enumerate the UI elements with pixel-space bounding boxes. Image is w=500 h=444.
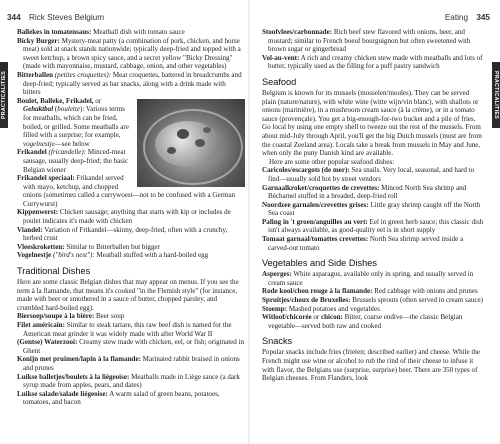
- seafood-entries: [262, 166, 484, 252]
- right-page-number: 345: [476, 13, 490, 22]
- glossary-entry: (Gentse) Waterzooi: Creamy stew made with chicken, eel, or fish; originated in Ghent: [17, 338, 245, 355]
- glossary-entry: Konijn met pruimen/lapin à la flamande: Marinated rabbit braised in onions and prunes: [17, 355, 240, 372]
- glossary-entry: Witloof/chicorée or chicon: Bitter, coarse endive—the classic Belgian vegetable—served both raw and cooked: [262, 313, 463, 330]
- glossary-entry: Frikandel (fricandelle): Minced-meat sausage, usually deep-fried; the basic Belgian wiener: [17, 148, 129, 174]
- glossary-entry: Vol-au-vent: A rich and creamy chicken stew made with meatballs and lots of butter, typically used as the filling for a puff pastry sandwich: [262, 53, 483, 71]
- glossary-entry: Bitterballen (petites croquettes): Meat croquettes, battered in breadcrumbs and deep-fried; typically served as bar snacks, along with a drink made with bitters: [17, 70, 242, 97]
- glossary-entry: Noordzee garnalen/crevettes grises: Little gray shrimp caught off the North Sea coast: [262, 200, 481, 218]
- section-heading-seafood: Seafood: [262, 76, 297, 87]
- glossary-entry: Rode kool/chou rouge à la flamande: Red cabbage with onions and prunes: [262, 287, 478, 296]
- glossary-entry: Garnaalkroket/croquettes de crevettes: Minced North Sea shrimp and Béchamel stuffed in a breaded, deep-fried roll: [262, 183, 467, 201]
- meatball-photo: [137, 99, 245, 187]
- section-heading-snacks: Snacks: [262, 336, 293, 347]
- glossary-entry: Tomaat garnaal/tomattes crevettes: North Sea shrimp served inside a carved-out tomato: [262, 235, 464, 252]
- glossary-entry: Vogelnestje ("bird's nest"): Meatball stuffed with a hard-boiled egg: [17, 251, 209, 260]
- section-heading-traditional: Traditional Dishes: [17, 266, 91, 277]
- glossary-entry: Frikandel speciaal: Frikandel served with mayo, ketchup, and chopped onions (sometimes called a currywoest—not to be confused with a German Currywurst): [17, 174, 236, 208]
- glossary-entry: Paling in 't groen/anguilles au vert: Eel in green herb sauce; this classic dish isn't always available, as good-quality eel is in short supply: [262, 217, 484, 235]
- left-page-header: [7, 13, 104, 23]
- glossary-entry: Luikse salade/salade liégeoise: A warm salad of green beans, potatoes, tomatoes, and bacon: [17, 389, 220, 407]
- glossary-entry: Caricoles/escargots (de mer): Sea snails. Very local, seasonal, and hard to find—usually sold hot by street vendors: [262, 166, 475, 183]
- glossary-entry: Asperges: White asparagus, available only in spring, and usually served in cream sauce: [262, 270, 474, 287]
- glossary-entry: Biersoep/soupe à la bière: Beer soup: [17, 312, 125, 321]
- right-page-header: [445, 13, 490, 23]
- right-column: [262, 28, 484, 383]
- entry-list-top: [17, 28, 245, 97]
- glossary-entry: Vleeskroketten: Similar to Bitterballen but bigger: [17, 242, 160, 251]
- glossary-entry: Ballekes in tomatensaus: Meatball dish with tomato sauce: [17, 28, 185, 36]
- left-column: [17, 28, 245, 407]
- glossary-entry: Viandel: Variation of Frikandel—skinny, deep-fried, often with a crunchy, herbed crust: [17, 225, 228, 243]
- glossary-entry: Filet américain: Similar to steak tartare, this raw beef dish is named for the American meat grinder it was widely made with after World War II: [17, 321, 232, 338]
- left-page-number: 344: [7, 13, 21, 22]
- glossary-entry: Spruitjes/choux de Bruxelles: Brussels sprouts (often served in cream sauce): [262, 296, 483, 305]
- traditional-entries: [17, 312, 245, 407]
- entry-list-bottom: [17, 226, 245, 260]
- book-title: Rick Steves Belgium: [28, 13, 105, 22]
- section-tab: PRACTICALITIES: [492, 62, 500, 128]
- glossary-entry: Boulet, Balleke, Frikadel, or Gehaktbal (boulette): Various terms for meatballs, which can be fried, boiled, or grilled. Some meatballs are filled with a surprise; for example, vogelnestje—see below: [17, 96, 129, 148]
- chapter-title: Eating: [444, 13, 469, 22]
- section-intro: Here are some classic Belgian dishes that may appear on menus. If you see the term à la flamande, that means it's cooked "in the Flemish style" (for instance, made with beer or smothered in a sauce of butter, chopped parsley, and crumbled hard-boiled egg).: [17, 278, 239, 312]
- glossary-entry: Stoofvlees/carbonnade: Rich beef stew flavored with onions, beer, and mustard; similar to French boeuf bourguignon but often sweetened with brown sugar or gingerbread: [262, 28, 471, 54]
- section-tab: PRACTICALITIES: [0, 62, 8, 128]
- vegetable-entries: [262, 270, 484, 330]
- entry-list-top: [262, 28, 484, 71]
- section-heading-vegetables: Vegetables and Side Dishes: [262, 258, 377, 269]
- glossary-entry: Luikse balletjes/boulets à la liégeoise: Meatballs made in Liège sauce (a dark syrup made from apples, pears, and dates): [17, 372, 240, 390]
- glossary-entry: Stoemp: Mashed potatoes and vegetables: [262, 304, 380, 313]
- section-intro: Belgium is known for its mussels (mosselen/moules). They can be served plain (nature/nature), with white wine (witte wijn/vin blanc), with shallots or onions (marinière), in a mushroom cream sauce (à la crème), or in a tomato sauce (provençale). You get a big-enough-for-two bucket and a pile of fries. Go local by using one empty shell to tweeze out the rest of the mussels. From about mid-July through April, you'll get the big Dutch mussels (most are from the coastal Zeeland area). Locals take a break from mussels in May and June, when only the puny Danish kind are available.: [262, 88, 482, 158]
- glossary-entry: Kippenwerst: Chicken sausage; anything that starts with kip or includes de poulet indicates it's made with chicken: [17, 208, 231, 226]
- section-intro-2: Here are some other popular seafood dishes:: [269, 157, 395, 166]
- entries-with-photo: [17, 97, 245, 226]
- right-page: [250, 0, 500, 444]
- section-intro: Popular snacks include fries (frieten; described earlier) and cheese. While the French might use wine or alcohol to rub the rind of their cheese to infuse it with flavor, the Belgians use (surprise, surprise) beer. There are 350 types of Belgian cheeses. From Flanders, look: [262, 348, 481, 383]
- glossary-entry: Bicky Burger: Mystery-meat patty (a combination of pork, chicken, and horse meat) sold at snack stands nationwide; typically deep-fried and topped with a sweet ketchup, a brown spicy sauce, and a secret yellow "Bicky Dressing" (made with mayonnaise, mustard, cabbage, onion, and other vegetables): [17, 36, 241, 71]
